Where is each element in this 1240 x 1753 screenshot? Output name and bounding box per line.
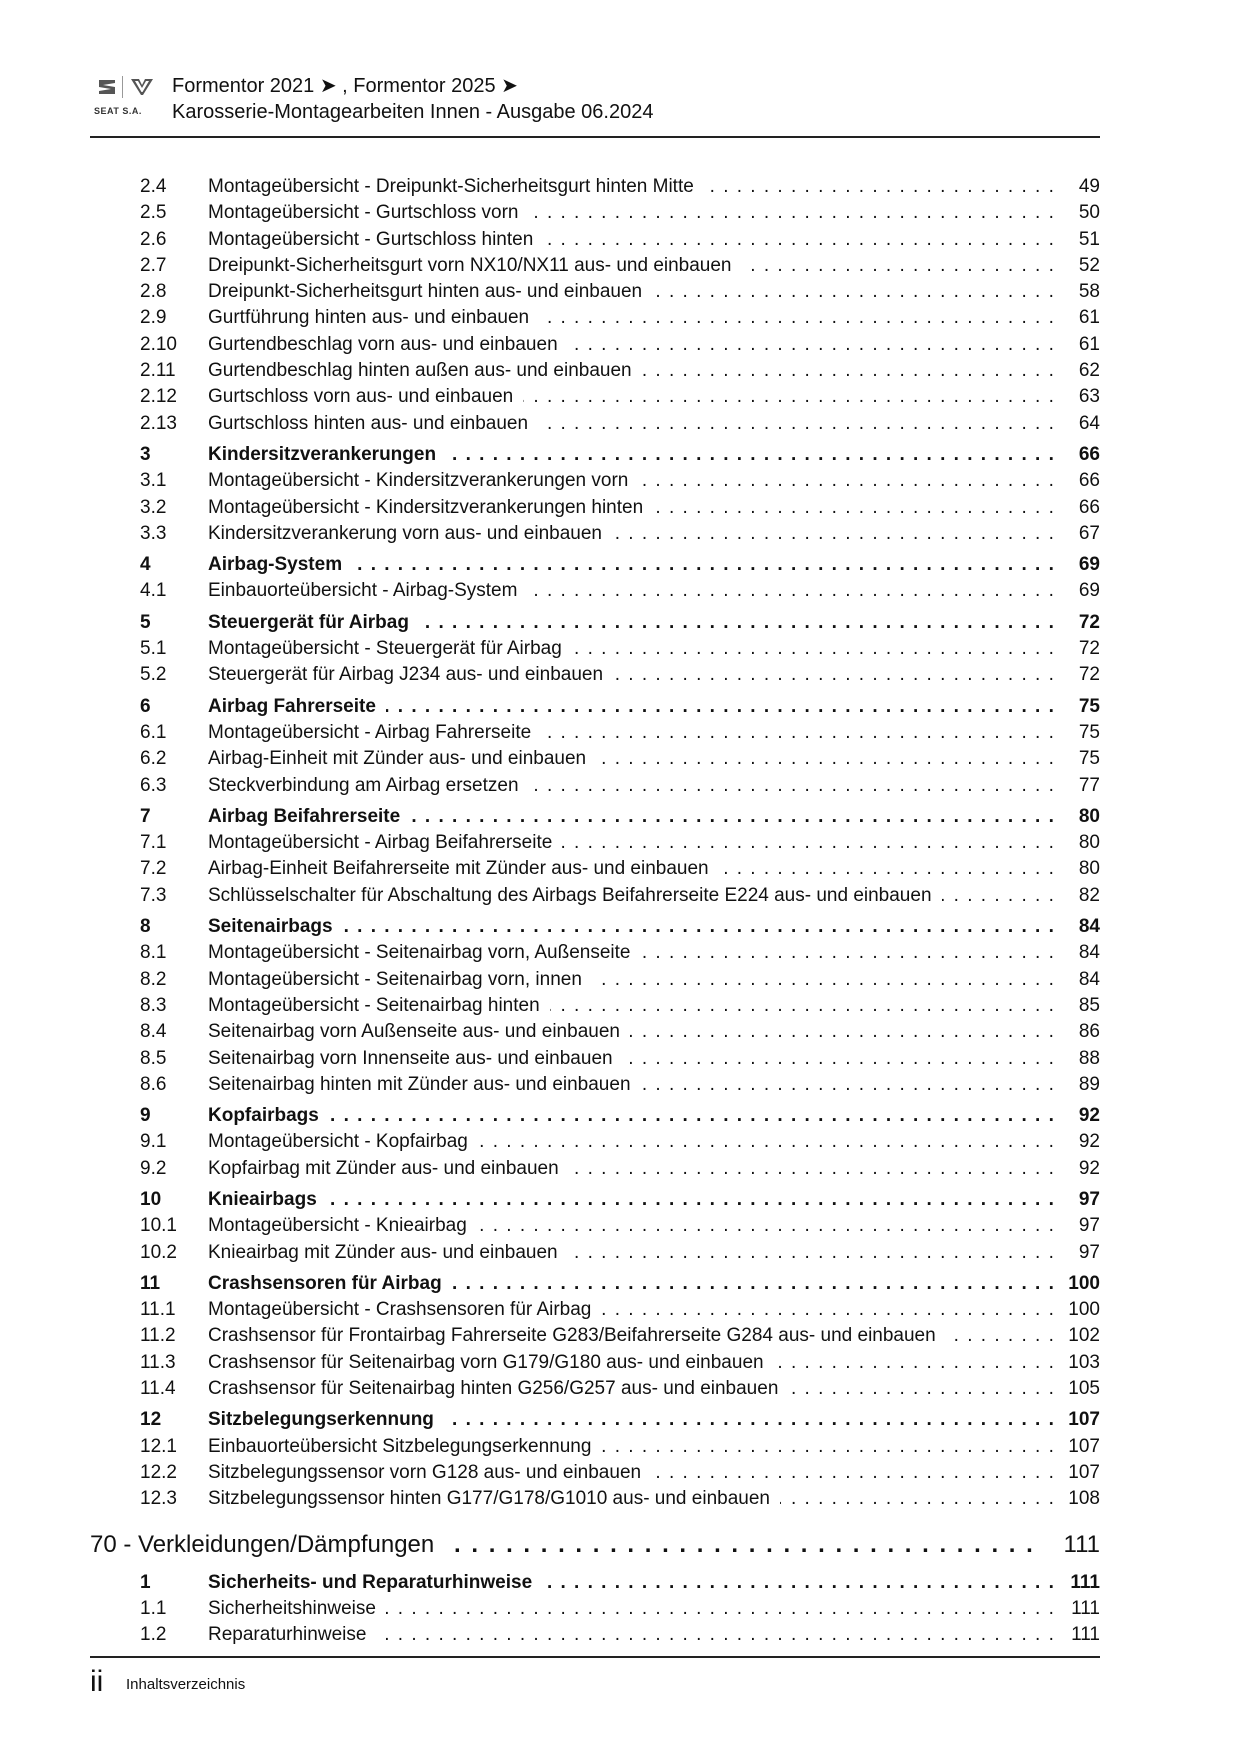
toc-title: Steuergerät für Airbag	[208, 612, 419, 633]
toc-number: 2.13	[140, 412, 177, 434]
toc-page-number: 102	[1068, 1325, 1100, 1347]
toc-number: 1.1	[140, 1597, 167, 1619]
toc-entry[interactable]	[0, 253, 1240, 279]
toc-page-number: 92	[1078, 1131, 1100, 1153]
toc-title: Montageübersicht - Airbag Beifahrerseite	[208, 832, 562, 853]
toc-page-number: 82	[1078, 884, 1100, 906]
toc-number: 6.1	[140, 721, 167, 743]
toc-title: Sitzbelegungssensor hinten G177/G178/G1010 aus- und einbauen	[208, 1488, 780, 1509]
toc-title-leader	[208, 830, 1060, 856]
toc-title-leader	[208, 694, 1060, 720]
toc-entry[interactable]	[0, 1323, 1240, 1349]
toc-title: Sitzbelegungssensor vorn G128 aus- und einbauen	[208, 1462, 651, 1483]
toc-page-number: 61	[1078, 307, 1100, 329]
toc-page-number: 75	[1078, 748, 1100, 770]
toc-title: Kopfairbags	[208, 1105, 329, 1126]
toc-title-leader	[208, 1622, 1060, 1648]
toc-entry[interactable]	[0, 1350, 1240, 1376]
footer-label: Inhaltsverzeichnis	[126, 1676, 246, 1693]
toc-title: Crashsensor für Frontairbag Fahrerseite G283/Beifahrerseite G284 aus- und einbauen	[208, 1325, 946, 1346]
document-subtitle: Karosserie-Montagearbeiten Innen - Ausgabe 06.2024	[172, 101, 654, 123]
toc-entry[interactable]	[0, 1156, 1240, 1182]
toc-page-number: 69	[1078, 580, 1100, 602]
toc-entry[interactable]	[0, 468, 1240, 494]
toc-title-leader	[208, 773, 1060, 799]
toc-title: Montageübersicht - Dreipunkt-Sicherheitsgurt hinten Mitte	[208, 176, 704, 197]
toc-page-number: 97	[1078, 1215, 1100, 1237]
toc-title: Kindersitzverankerung vorn aus- und einbauen	[208, 523, 612, 544]
toc-page-number: 66	[1078, 470, 1100, 492]
toc-page-number: 108	[1068, 1488, 1100, 1510]
toc-page-number: 72	[1078, 611, 1100, 633]
toc-number: 4.1	[140, 580, 167, 602]
toc-title-leader	[208, 1407, 1060, 1433]
toc-title-leader	[208, 662, 1060, 688]
toc-title: Montageübersicht - Crashsensoren für Airbag	[208, 1299, 601, 1320]
toc-title: Crashsensoren für Airbag	[208, 1273, 452, 1294]
toc-page-number: 92	[1078, 1105, 1100, 1127]
toc-title-leader	[208, 1103, 1060, 1129]
toc-title-leader	[208, 227, 1060, 253]
toc-entry[interactable]	[0, 1072, 1240, 1098]
toc-entry[interactable]	[0, 1596, 1240, 1622]
toc-entry[interactable]	[0, 967, 1240, 993]
toc-title-leader	[90, 1525, 1040, 1565]
toc-title: Crashsensor für Seitenairbag vorn G179/G180 aus- und einbauen	[208, 1352, 774, 1373]
toc-title: Knieairbag mit Zünder aus- und einbauen	[208, 1242, 568, 1263]
toc-title: Einbauorteübersicht Sitzbelegungserkennung	[208, 1436, 601, 1457]
toc-number: 5	[140, 611, 151, 633]
toc-page-number: 84	[1078, 942, 1100, 964]
toc-entry[interactable]	[0, 305, 1240, 331]
toc-title: Sicherheitshinweise	[208, 1598, 386, 1619]
toc-title-leader	[208, 1486, 1060, 1512]
toc-chapter[interactable]	[0, 1407, 1240, 1433]
toc-title-leader	[208, 856, 1060, 882]
toc-page-number: 69	[1078, 554, 1100, 576]
cupra-logo-icon	[130, 76, 154, 98]
toc-title-leader	[208, 1046, 1060, 1072]
page-number: ii	[90, 1665, 104, 1698]
page-header	[90, 74, 1100, 138]
toc-chapter[interactable]	[0, 610, 1240, 636]
toc-title-leader	[208, 578, 1060, 604]
toc-chapter[interactable]	[0, 1187, 1240, 1213]
toc-page-number: 50	[1078, 202, 1100, 224]
toc-number: 11.2	[140, 1325, 176, 1347]
toc-number: 2.8	[140, 281, 167, 303]
toc-number: 2.11	[140, 360, 176, 382]
toc-page-number: 49	[1078, 176, 1100, 197]
toc-entry[interactable]	[0, 358, 1240, 384]
toc-entry[interactable]	[0, 773, 1240, 799]
toc-title-leader	[208, 1596, 1060, 1622]
toc-entry[interactable]	[0, 720, 1240, 746]
toc-title-leader	[208, 1323, 1060, 1349]
toc-title-leader	[208, 384, 1060, 410]
toc-title: Airbag Fahrerseite	[208, 696, 386, 717]
toc-number: 2.10	[140, 333, 177, 355]
toc-title-leader	[208, 1271, 1060, 1297]
toc-title-leader	[208, 200, 1060, 226]
toc-page-number: 86	[1078, 1021, 1100, 1043]
toc-entry[interactable]	[0, 1297, 1240, 1323]
toc-page-number: 100	[1068, 1299, 1100, 1321]
toc-title: Dreipunkt-Sicherheitsgurt vorn NX10/NX11 aus- und einbauen	[208, 255, 742, 276]
toc-page-number: 97	[1078, 1241, 1100, 1263]
toc-page-number: 103	[1068, 1351, 1100, 1373]
toc-title-leader	[208, 174, 1060, 200]
toc-page-number: 105	[1068, 1378, 1100, 1400]
toc-title-leader	[208, 720, 1060, 746]
toc-title: Airbag Beifahrerseite	[208, 806, 410, 827]
toc-page-number: 111	[1071, 1624, 1100, 1646]
toc-number: 11	[140, 1272, 161, 1294]
toc-chapter[interactable]	[0, 1570, 1240, 1596]
seat-logo-icon	[96, 76, 118, 98]
toc-number: 2.5	[140, 202, 167, 224]
toc-entry[interactable]	[0, 940, 1240, 966]
toc-title-leader	[208, 411, 1060, 437]
toc-title: Kopfairbag mit Zünder aus- und einbauen	[208, 1158, 569, 1179]
toc-page-number: 107	[1068, 1409, 1100, 1431]
toc-number: 10	[140, 1188, 162, 1210]
toc-number: 7	[140, 805, 151, 827]
toc-title: Montageübersicht - Kopfairbag	[208, 1131, 478, 1152]
toc-page-number: 92	[1078, 1157, 1100, 1179]
toc-title-leader	[208, 1213, 1060, 1239]
toc-number: 8.4	[140, 1021, 167, 1043]
toc-page-number: 111	[1063, 1530, 1100, 1558]
toc-chapter[interactable]	[0, 914, 1240, 940]
toc-number: 12.2	[140, 1461, 177, 1483]
toc-number: 8.5	[140, 1047, 167, 1069]
toc-page-number: 84	[1078, 968, 1100, 990]
toc-title-leader	[208, 967, 1060, 993]
toc-entry[interactable]	[0, 1434, 1240, 1460]
toc-title: Dreipunkt-Sicherheitsgurt hinten aus- und einbauen	[208, 281, 652, 302]
brand-logo	[90, 74, 170, 126]
toc-title-leader	[208, 940, 1060, 966]
toc-page-number: 58	[1078, 281, 1100, 303]
toc-number: 2.4	[140, 176, 167, 197]
toc-title-leader	[208, 883, 1060, 909]
toc-page-number: 72	[1078, 664, 1100, 686]
toc-entry[interactable]	[0, 495, 1240, 521]
toc-page-number: 75	[1078, 721, 1100, 743]
toc-title: Sicherheits- und Reparaturhinweise	[208, 1572, 542, 1593]
toc-title: Seitenairbags	[208, 916, 343, 937]
toc-number: 9	[140, 1105, 151, 1127]
toc-chapter[interactable]	[0, 442, 1240, 468]
toc-entry[interactable]	[0, 1240, 1240, 1266]
toc-title-leader	[208, 610, 1060, 636]
toc-page-number: 62	[1078, 360, 1100, 382]
toc-number: 6.3	[140, 774, 167, 796]
toc-number: 12	[140, 1409, 162, 1431]
toc-chapter[interactable]	[0, 804, 1240, 830]
toc-title-leader	[208, 1072, 1060, 1098]
toc-title: Seitenairbag vorn Innenseite aus- und einbauen	[208, 1048, 623, 1069]
toc-entry[interactable]	[0, 1622, 1240, 1648]
toc-title-leader	[208, 1376, 1060, 1402]
toc-title: Knieairbags	[208, 1189, 327, 1210]
toc-title: Airbag-Einheit Beifahrerseite mit Zünder aus- und einbauen	[208, 858, 719, 879]
toc-number: 2.9	[140, 307, 167, 329]
toc-title-leader	[208, 552, 1060, 578]
toc-page-number: 72	[1078, 638, 1100, 660]
toc-title: 70 - Verkleidungen/Dämpfungen	[90, 1531, 444, 1558]
toc-title: Montageübersicht - Kindersitzverankerungen hinten	[208, 497, 653, 518]
page-footer	[90, 1656, 1100, 1708]
toc-entry[interactable]	[0, 883, 1240, 909]
toc-title: Reparaturhinweise	[208, 1624, 376, 1645]
toc-page-number: 63	[1078, 386, 1100, 408]
toc-page-number: 84	[1078, 916, 1100, 938]
toc-title-leader	[208, 1297, 1060, 1323]
toc-number: 2.7	[140, 254, 167, 276]
toc-title: Gurtschloss vorn aus- und einbauen	[208, 386, 523, 407]
toc-title-leader	[208, 1350, 1060, 1376]
toc-entry[interactable]	[0, 1213, 1240, 1239]
toc-number: 12.3	[140, 1488, 177, 1510]
toc-number: 9.2	[140, 1157, 167, 1179]
toc-title-leader	[208, 1019, 1060, 1045]
toc-title: Gurtführung hinten aus- und einbauen	[208, 307, 539, 328]
toc-page-number: 66	[1078, 443, 1100, 465]
toc-title-leader	[208, 468, 1060, 494]
logo-text: SEAT S.A.	[94, 106, 142, 116]
toc-entry[interactable]	[0, 1376, 1240, 1402]
toc-page-number: 77	[1078, 774, 1100, 796]
toc-number: 1.2	[140, 1624, 167, 1646]
toc-entry[interactable]	[0, 227, 1240, 253]
toc-title: Steckverbindung am Airbag ersetzen	[208, 775, 529, 796]
toc-entry[interactable]	[0, 1046, 1240, 1072]
toc-title-leader	[208, 1240, 1060, 1266]
toc-number: 2.12	[140, 386, 177, 408]
toc-entry[interactable]	[0, 1460, 1240, 1486]
toc-entry[interactable]	[0, 279, 1240, 305]
toc-title: Montageübersicht - Seitenairbag vorn, Außenseite	[208, 942, 640, 963]
toc-number: 8.6	[140, 1073, 167, 1095]
toc-title-leader	[208, 1187, 1060, 1213]
toc-number: 6.2	[140, 748, 167, 770]
toc-title: Kindersitzverankerungen	[208, 444, 446, 465]
toc-number: 8	[140, 916, 151, 938]
toc-title-leader	[208, 993, 1060, 1019]
toc-page-number: 89	[1078, 1073, 1100, 1095]
toc-number: 12.1	[140, 1435, 177, 1457]
toc-number: 10.2	[140, 1241, 177, 1263]
toc-number: 6	[140, 695, 151, 717]
toc-title-leader	[208, 914, 1060, 940]
toc-page-number: 75	[1078, 695, 1100, 717]
toc-entry[interactable]	[0, 993, 1240, 1019]
toc-title-leader	[208, 746, 1060, 772]
toc-chapter[interactable]	[0, 552, 1240, 578]
toc-number: 11.1	[140, 1299, 176, 1321]
toc-title: Seitenairbag hinten mit Zünder aus- und einbauen	[208, 1074, 641, 1095]
toc-title-leader	[208, 1434, 1060, 1460]
toc-title-leader	[208, 358, 1060, 384]
toc-title: Gurtendbeschlag vorn aus- und einbauen	[208, 334, 568, 355]
toc-entry[interactable]	[0, 200, 1240, 226]
toc-entry[interactable]	[0, 1019, 1240, 1045]
toc-title-leader	[208, 636, 1060, 662]
toc-number: 10.1	[140, 1215, 177, 1237]
toc-main-heading[interactable]	[0, 1525, 1240, 1565]
toc-number: 1	[140, 1571, 151, 1593]
toc-entry[interactable]	[0, 746, 1240, 772]
toc-page-number: 67	[1078, 522, 1100, 544]
toc-title: Sitzbelegungserkennung	[208, 1409, 444, 1430]
toc-title-leader	[208, 1570, 1060, 1596]
toc-entry[interactable]	[0, 521, 1240, 547]
toc-title: Einbauorteübersicht - Airbag-System	[208, 580, 527, 601]
toc-number: 3.1	[140, 470, 167, 492]
toc-number: 8.1	[140, 942, 167, 964]
toc-title: Montageübersicht - Steuergerät für Airbag	[208, 638, 572, 659]
toc-page-number: 80	[1078, 832, 1100, 854]
toc-title-leader	[208, 253, 1060, 279]
toc-number: 8.3	[140, 994, 167, 1016]
toc-number: 3.2	[140, 496, 167, 518]
toc-number: 8.2	[140, 968, 167, 990]
toc-title-leader	[208, 442, 1060, 468]
toc-title: Crashsensor für Seitenairbag hinten G256/G257 aus- und einbauen	[208, 1378, 788, 1399]
toc-entry[interactable]	[0, 830, 1240, 856]
toc-number: 3.3	[140, 522, 167, 544]
toc-page-number: 51	[1078, 228, 1100, 250]
toc-entry[interactable]	[0, 332, 1240, 358]
toc-title-leader	[208, 305, 1060, 331]
toc-page-number: 107	[1068, 1435, 1100, 1457]
toc-entry[interactable]	[0, 1129, 1240, 1155]
toc-page-number: 111	[1071, 1597, 1100, 1619]
toc-title-leader	[208, 495, 1060, 521]
toc-number: 5.2	[140, 664, 167, 686]
toc-page-number: 80	[1078, 805, 1100, 827]
toc-title: Airbag-Einheit mit Zünder aus- und einbauen	[208, 748, 596, 769]
toc-title: Airbag-System	[208, 554, 352, 575]
toc-page-number: 107	[1068, 1461, 1100, 1483]
toc-entry[interactable]	[0, 636, 1240, 662]
toc-number: 3	[140, 443, 151, 465]
toc-page-number: 80	[1078, 858, 1100, 880]
toc-title-leader	[208, 1129, 1060, 1155]
document-title: Formentor 2021 ➤ , Formentor 2025 ➤	[172, 75, 518, 97]
toc-entry[interactable]	[0, 578, 1240, 604]
table-of-contents	[0, 174, 1240, 1648]
toc-page-number: 85	[1078, 994, 1100, 1016]
toc-title-leader	[208, 279, 1060, 305]
toc-page-number: 88	[1078, 1047, 1100, 1069]
toc-title-leader	[208, 521, 1060, 547]
toc-number: 11.4	[140, 1378, 176, 1400]
toc-chapter[interactable]	[0, 694, 1240, 720]
toc-number: 7.1	[140, 832, 167, 854]
toc-title-leader	[208, 332, 1060, 358]
logo-divider	[122, 76, 123, 98]
toc-title: Schlüsselschalter für Abschaltung des Airbags Beifahrerseite E224 aus- und einbauen	[208, 885, 942, 906]
toc-title: Gurtendbeschlag hinten außen aus- und einbauen	[208, 360, 642, 381]
toc-title: Montageübersicht - Airbag Fahrerseite	[208, 722, 541, 743]
toc-page-number: 52	[1078, 254, 1100, 276]
toc-title-leader	[208, 1460, 1060, 1486]
toc-title: Montageübersicht - Seitenairbag vorn, innen	[208, 969, 592, 990]
toc-entry[interactable]	[0, 411, 1240, 437]
toc-title: Montageübersicht - Gurtschloss hinten	[208, 229, 543, 250]
toc-entry[interactable]	[0, 1486, 1240, 1512]
toc-page-number: 64	[1078, 412, 1100, 434]
toc-page-number: 66	[1078, 496, 1100, 518]
toc-entry[interactable]	[0, 384, 1240, 410]
toc-number: 9.1	[140, 1131, 167, 1153]
toc-number: 7.3	[140, 884, 167, 906]
toc-page-number: 111	[1070, 1571, 1100, 1593]
toc-chapter[interactable]	[0, 1271, 1240, 1297]
toc-title: Montageübersicht - Gurtschloss vorn	[208, 202, 528, 223]
toc-number: 11.3	[140, 1351, 176, 1373]
toc-title-leader	[208, 1156, 1060, 1182]
toc-number: 2.6	[140, 228, 167, 250]
toc-page-number: 61	[1078, 333, 1100, 355]
toc-number: 5.1	[140, 638, 167, 660]
toc-page-number: 100	[1068, 1272, 1100, 1294]
toc-title: Steuergerät für Airbag J234 aus- und einbauen	[208, 664, 613, 685]
toc-title: Montageübersicht - Seitenairbag hinten	[208, 995, 550, 1016]
toc-chapter[interactable]	[0, 1103, 1240, 1129]
toc-title: Gurtschloss hinten aus- und einbauen	[208, 413, 538, 434]
toc-number: 4	[140, 554, 151, 576]
toc-entry[interactable]	[0, 856, 1240, 882]
toc-title: Seitenairbag vorn Außenseite aus- und einbauen	[208, 1021, 630, 1042]
toc-title: Montageübersicht - Knieairbag	[208, 1215, 477, 1236]
toc-title: Montageübersicht - Kindersitzverankerungen vorn	[208, 470, 638, 491]
toc-page-number: 97	[1078, 1188, 1100, 1210]
toc-entry[interactable]	[0, 662, 1240, 688]
toc-number: 7.2	[140, 858, 167, 880]
toc-entry[interactable]	[0, 174, 1240, 200]
toc-title-leader	[208, 804, 1060, 830]
